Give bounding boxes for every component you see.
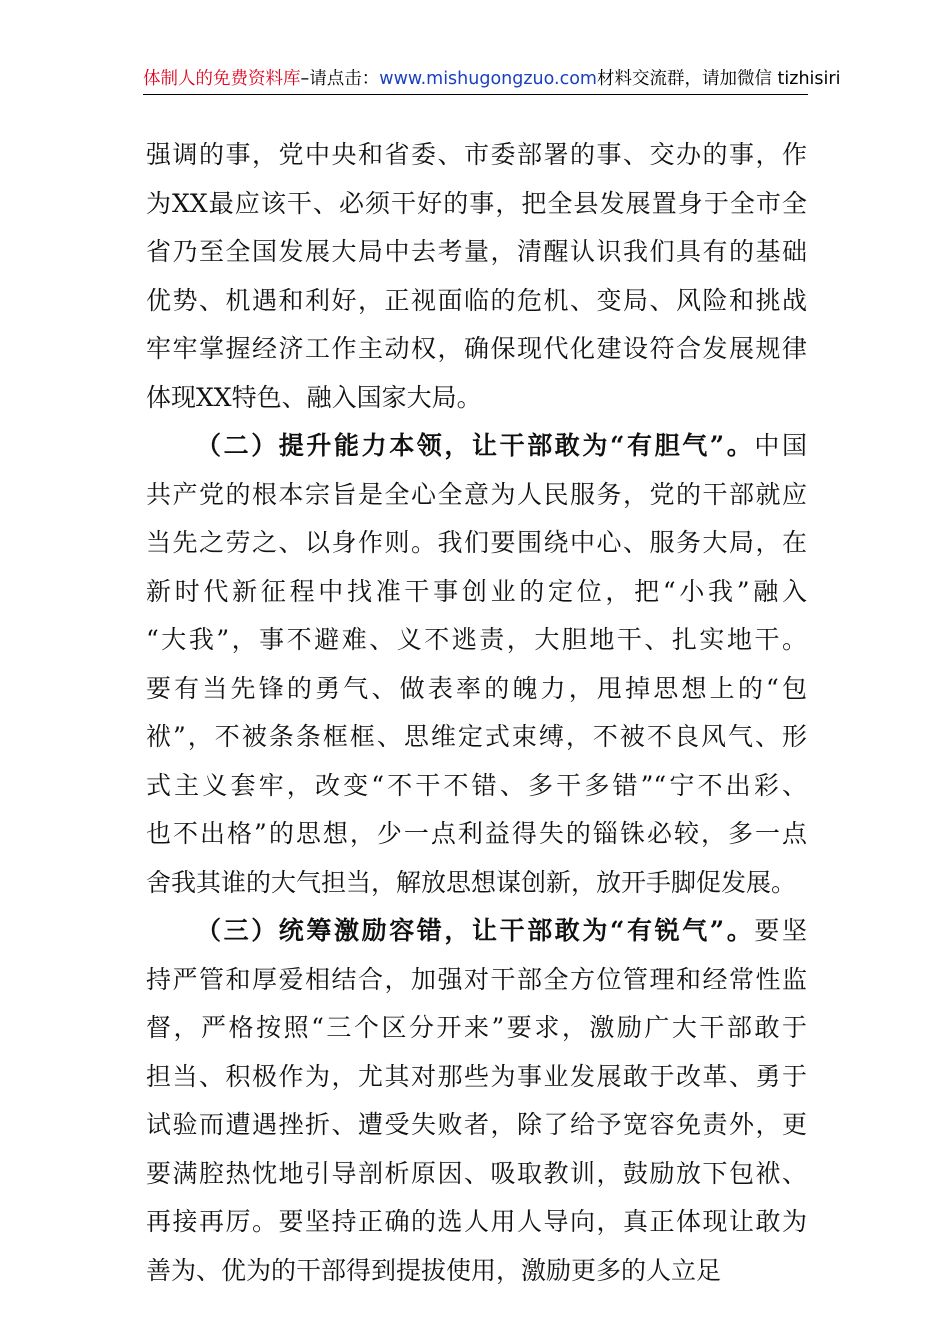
- text-line: [146, 422, 807, 471]
- text-line: 新时代新征程中找准干事创业的定位，把“小我”融入: [146, 576, 807, 606]
- text-line: 强调的事，党中央和省委、市委部署的事、交办的事，作: [146, 140, 807, 169]
- text-line: 式主义套牢，改变“不干不错、多干多错”“宁不出彩、: [146, 770, 807, 800]
- text-line: 要有当先锋的勇气、做表率的魄力，甩掉思想上的“包: [146, 673, 807, 703]
- text-line: 担当、积极作为，尤其对那些为事业发展敢于改革、勇于: [146, 1061, 807, 1091]
- text-run: 中国: [754, 431, 807, 460]
- text-line: 牢牢掌握经济工作主动权，确保现代化建设符合发展规律: [146, 334, 807, 363]
- text-line: 优势、机遇和利好，正视面临的危机、变局、风险和挑战: [146, 285, 807, 315]
- text-line: 善为、优为的干部得到提拔使用，激励更多的人立足: [146, 1255, 722, 1285]
- header-prompt: –请点击：: [300, 69, 380, 89]
- header-site-name[interactable]: 体制人的免费资料库: [143, 69, 301, 89]
- section-heading-2: （二）提升能力本领，让干部敢为“有胆气”。: [196, 431, 755, 460]
- text-line: 共产党的根本宗旨是全心全意为人民服务，党的干部就应: [146, 479, 807, 509]
- text-line: 再接再厉。要坚持正确的选人用人导向，真正体现让敢为: [146, 1207, 807, 1236]
- text-line: 为XX最应该干、必须干好的事，把全县发展置身于全市全: [146, 188, 807, 218]
- header-note: 材料交流群，请加微信 tizhisiri: [596, 69, 841, 89]
- header-url-link[interactable]: www.mishugongzuo.com: [379, 69, 597, 89]
- paragraph-2: [146, 422, 807, 907]
- page-header: [143, 64, 841, 94]
- text-line: [146, 907, 807, 956]
- paragraph-1: [146, 131, 807, 422]
- text-line: “大我”，事不避难、义不逃责，大胆地干、扎实地干。: [146, 625, 807, 654]
- text-run: 要坚: [754, 916, 807, 945]
- text-line: 试验而遭遇挫折、遭受失败者，除了给予宽容免责外，更: [146, 1110, 807, 1139]
- text-line: 要满腔热忱地引导剖析原因、吸取教训，鼓励放下包袱、: [146, 1158, 807, 1188]
- text-line: 持严管和厚爱相结合，加强对干部全方位管理和经常性监: [146, 964, 807, 994]
- text-line: 袱”，不被条条框框、思维定式束缚，不被不良风气、形: [146, 722, 807, 751]
- body-text: [146, 131, 807, 1295]
- text-line: 也不出格”的思想，少一点利益得失的锱铢必较，多一点: [146, 819, 807, 848]
- text-line: 舍我其谁的大气担当，解放思想谋创新，放开手脚促发展。: [146, 867, 797, 897]
- header-divider: [143, 94, 808, 95]
- text-line: 当先之劳之、以身作则。我们要围绕中心、服务大局，在: [146, 528, 807, 557]
- text-line: 省乃至全国发展大局中去考量，清醒认识我们具有的基础: [146, 237, 807, 266]
- text-line: 督，严格按照“三个区分开来”要求，激励广大干部敢于: [146, 1013, 807, 1042]
- paragraph-3: [146, 907, 807, 1295]
- text-line: 体现XX特色、融入国家大局。: [146, 382, 482, 412]
- section-heading-3: （三）统筹激励容错，让干部敢为“有锐气”。: [196, 916, 755, 945]
